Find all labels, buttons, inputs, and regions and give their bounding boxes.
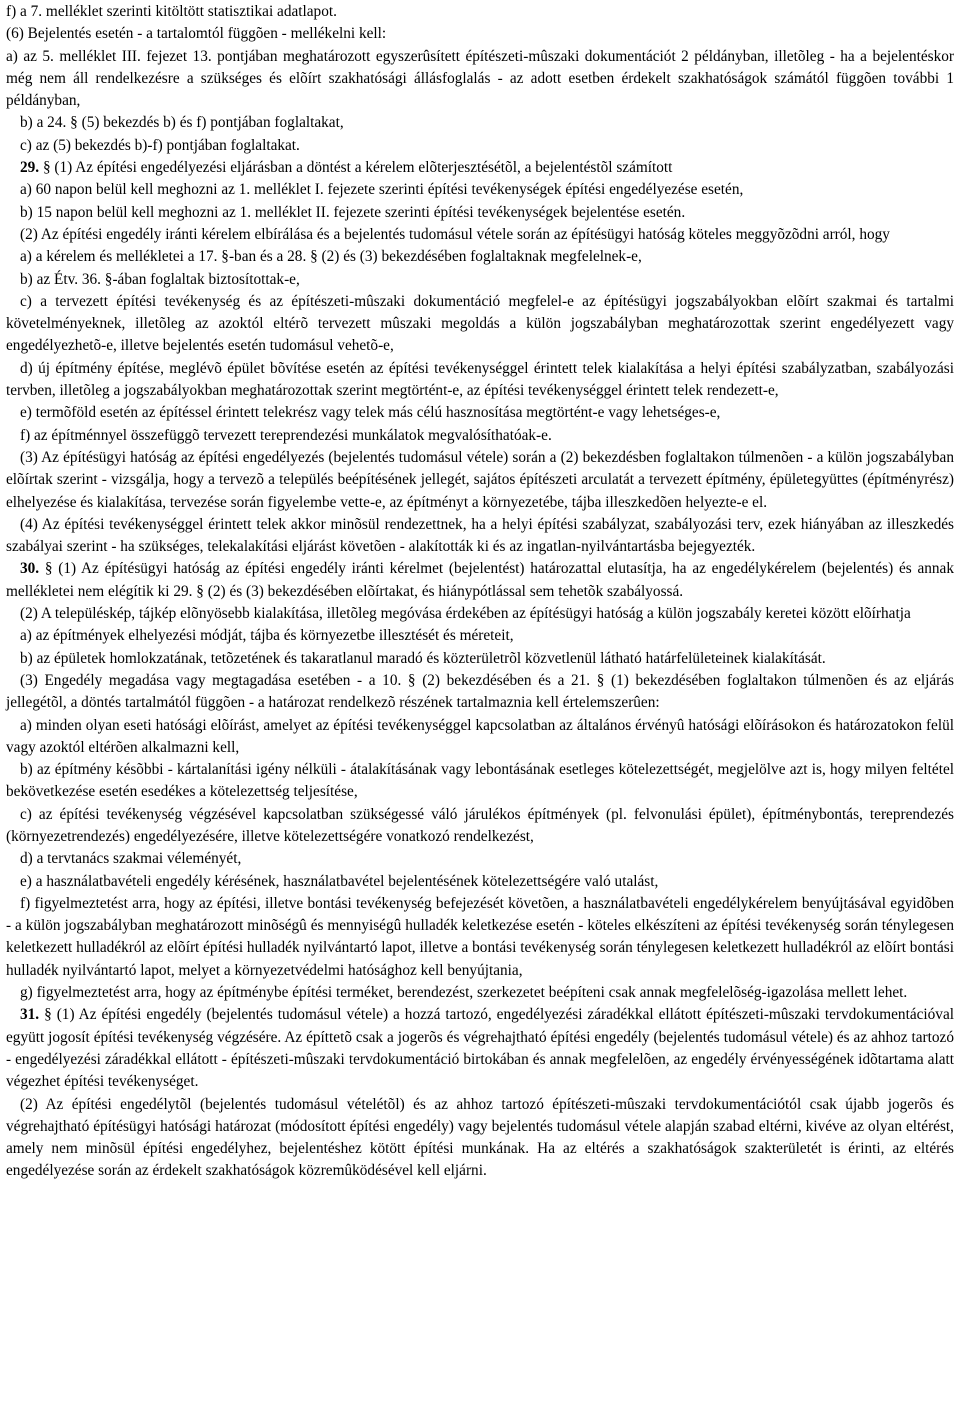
text-paragraph: c) az építési tevékenység végzésével kapcsolatban szükségessé váló járulékos építmények (pl. felvonulási épület), építménybontás, tereprendezés (környezetrendezés) engedélyezésére, illetve kötelezettségére vonatkozó rendelkezést, <box>6 805 954 845</box>
text-line: d) a tervtanács szakmai véleményét, <box>20 850 242 868</box>
text-paragraph: b) az épületek homlokzatának, tetõzetének és takaratlanul maradó és közterületrõl közvetlenül látható határfelületeinek kialakítását. <box>20 649 826 667</box>
text-line: c) az (5) bekezdés b)-f) pontjában foglaltakat. <box>20 136 300 154</box>
text-line: e) a használatbavételi engedély kérésének, használatbavétel bejelentésének kötelezettségére való utalást, <box>20 872 659 890</box>
text-paragraph: (3) Engedély megadása vagy megtagadása esetében - a 10. § (2) bekezdésében és a 21. § (1) bekezdésében foglaltakon túlmenõen és az eljárás jellegétõl, a döntés tartalmától függõen - a határozat rendelkezõ részének tartalmaznia kell értelemszerûen: <box>6 671 954 712</box>
text-line: a) a kérelem és mellékletei a 17. §-ban és a 28. § (2) és (3) bekezdésében foglaltaknak megfelelnek-e, <box>20 248 642 266</box>
text-paragraph: (2) A településkép, tájkép elõnyösebb kialakítása, illetõleg megóvása érdekében az építésügyi hatóság a külön jogszabály keretei között elõírhatja <box>20 605 911 623</box>
section-text: § (1) Az építésügyi hatóság az építési engedély iránti kérelmet (bejelentést) határozattal elutasítja, ha az engedélykérelem (bejelentés) és annak mellékletei nem elégítik ki 29. § (2) és (3) bekezdésében elõírtakat, és hiánypótlással sem tehetõk szabályossá. <box>6 560 954 600</box>
section-text: § (1) Az építési engedély (bejelentés tudomásul vétele) a hozzá tartozó, engedélyezési záradékkal ellátott építészeti-mûszaki tervdokumentációval együtt jogosít építési tevékenység végzésére. Az építtetõ csak a jogerõs és végrehajtható építési engedély (bejelentés tudomásul vétele) és az ahhoz tartozó - engedélyezési záradékkal ellátott - építészeti-mûszaki tervdokumentáció birtokában és annak megfelelõen, az engedély érvényességének idõtartama alatt végezhet építési tevékenységet. <box>6 1006 954 1091</box>
text-line: a) az építmények elhelyezési módját, tájba és környezetbe illesztését és méreteit, <box>20 627 514 645</box>
text-paragraph: b) az építmény késõbbi - kártalanítási igény nélküli - átalakításának vagy lebontásának esetleges kötelezettségét, megjelölve azt is, hogy milyen feltétel bekövetkezése esetén esedékes a kötelezettség teljesítése, <box>6 761 954 801</box>
text-paragraph: g) figyelmeztetést arra, hogy az építménybe építési terméket, berendezést, szerkezetet beépíteni csak annak megfelelõség-igazolása mellett lehet. <box>20 984 908 1002</box>
text-paragraph: (2) Az építési engedély iránti kérelem elbírálása és a bejelentés tudomásul vétele során az építésügyi hatóság köteles meggyõzõdni arról, hogy <box>20 225 890 243</box>
text-line: a) 60 napon belül kell meghozni az 1. melléklet I. fejezete szerinti építési tevékenységek építési engedélyezése esetén, <box>20 181 744 199</box>
text-paragraph: c) a tervezett építési tevékenység és az építészeti-mûszaki dokumentáció megfelel-e az építésügyi jogszabályokban elõírt szakmai és tartalmi követelményeknek, illetõleg az azoktól eltérõ tervezett mûszaki megoldás a külön jogszabályban meghatározottak szerint engedélyezett vagy engedélyezhetõ-e, illetve bejelentés esetén tudomásul vehetõ-e, <box>6 292 954 355</box>
text-line: b) az Étv. 36. §-ában foglaltak biztosítottak-e, <box>20 270 300 288</box>
text-paragraph: (2) Az építési engedélytõl (bejelentés tudomásul vételétõl) és az ahhoz tartozó építészeti-mûszaki tervdokumentációtól csak újabb jogerõs és végrehajtható építésügyi hatósági határozat (módosított építési engedély) vagy bejelentés tudomásul vétele alapján szabad eltérni, kivéve az olyan eltérést, amely nem minõsül építési engedélyhez, bejelentéshez kötött építési munkának. Ha az eltérés a szakhatóságok szakterületét is érinti, az eltérés engedélyezése során az érdekelt szakhatóságok közremûködésével kell eljárni. <box>6 1095 954 1180</box>
text-line: (6) Bejelentés esetén - a tartalomtól függõen - mellékelni kell: <box>6 25 387 43</box>
text-paragraph: (4) Az építési tevékenységgel érintett telek akkor minõsül rendezettnek, ha a helyi építési szabályzat, szabályozási terv, ezek hiányában az illeszkedés szabályai szerint - ha szükséges, telekalakítási eljárást követõen - alakították ki és az ingatlan-nyilvántartásba bejegyezték. <box>6 515 954 556</box>
section-number: 31. <box>20 1006 40 1024</box>
text-paragraph: (3) Az építésügyi hatóság az építési engedélyezés (bejelentés tudomásul vétele) során a (2) bekezdésben foglaltakon túlmenõen - a külön jogszabályban elõírtak szerint - vizsgálja, hogy a tervezõ a település beépítésének jellegét, sajátos építészeti arculatát a tervezett építmény, épületegyüttes (építményrész) elhelyezése és kialakítása, tervezése során figyelembe vette-e, az építményt a környezetébe, tájba illeszkedõen helyezte-e el. <box>6 448 954 511</box>
section-paragraph <box>6 1004 954 1093</box>
text-line: b) a 24. § (5) bekezdés b) és f) pontjában foglaltakat, <box>20 114 344 132</box>
section-number: 30. <box>20 560 40 578</box>
text-paragraph: a) minden olyan eseti hatósági elõírást, amelyet az építési tevékenységgel kapcsolatban az általános érvényû hatósági elõírásokon és határozatokon felül vagy azoktól eltérõen alkalmazni kell, <box>6 716 954 756</box>
section-paragraph <box>6 558 954 603</box>
text-line: b) 15 napon belül kell meghozni az 1. melléklet II. fejezete szerinti építési tevékenységek bejelentése esetén. <box>20 203 686 221</box>
section-number: 29. <box>20 159 40 177</box>
text-paragraph: d) új építmény építése, meglévõ épület bõvítése esetén az építési tevékenységgel érintett telek kialakítása a helyi építési szabályzatban, szabályozási tervben, illetõleg a jogszabályokban meghatározottak szerint megtörtént-e, az építési tevékenységgel érintett telek rendezett-e, <box>6 359 954 400</box>
text-paragraph: a) az 5. melléklet III. fejezet 13. pontjában meghatározott egyszerûsített építészeti-mûszaki dokumentációt 2 példányban, illetõleg - ha a bejelentéskor még nem áll rendelkezésre a szükséges és elõírt szakhatósági állásfoglalás - az adott esetben érdekelt szakhatóságok számától függõen további 1 példányban, <box>6 47 954 110</box>
text-paragraph: f) figyelmeztetést arra, hogy az építési, illetve bontási tevékenység befejezését követõen, a használatbavételi engedélykérelem benyújtásával egyidõben - a külön jogszabályban meghatározott minõségû és mennyiségû hulladék keletkezése esetén - köteles elkészíteni az építési tevékenység során ténylegesen keletkezett hulladékról az elõírt építési hulladék nyilvántartó lapot, illetve a bontási tevékenység során ténylegesen keletkezett hulladékról az elõírt bontási hulladék nyilvántartó lapot, melyet a környezetvédelmi hatósághoz kell benyújtania, <box>6 894 954 979</box>
text-line: f) az építménnyel összefüggõ tervezett tereprendezési munkálatok megvalósíthatóak-e. <box>20 426 552 444</box>
section-paragraph <box>6 157 954 179</box>
section-text: § (1) Az építési engedélyezési eljárásban a döntést a kérelem elõterjesztésétõl, a bejelentéstõl számított <box>39 159 673 177</box>
text-line: e) termõföld esetén az építéssel érintett telekrész vagy telek más célú hasznosítása megtörtént-e vagy lehetséges-e, <box>20 404 721 422</box>
text-line: f) a 7. melléklet szerinti kitöltött statisztikai adatlapot. <box>6 3 337 20</box>
